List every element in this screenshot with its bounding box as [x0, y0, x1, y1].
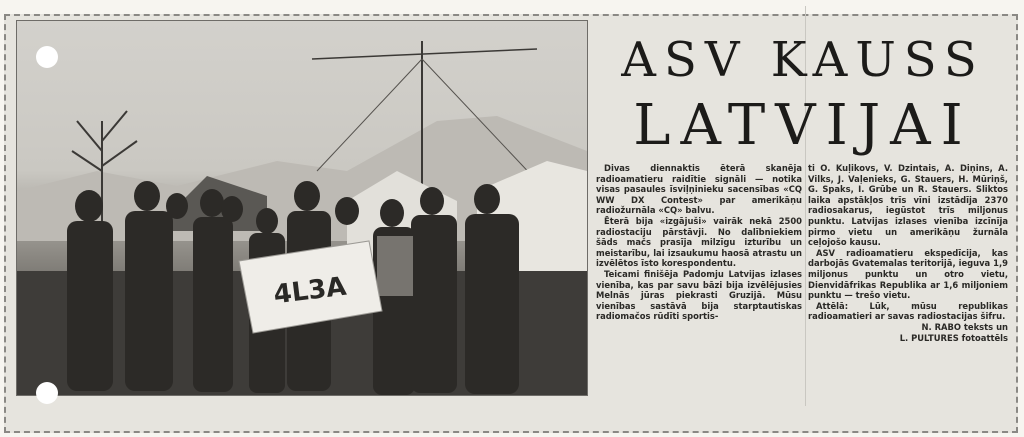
- article-column-2: [808, 163, 1008, 343]
- article-paragraph: Teicami finišēja Padomju Latvijas izlases vienība, kas par savu bāzi bija izvēlējusies Melnās jūras piekrasti Gruzijā. Mūsu vienības sastāvā bija starptautiskas radiomačos rūdīti sportis-: [596, 268, 802, 322]
- article-paragraph: Divas diennaktis ēterā skanēja radioamatieru raidītie signāli — notika visas pasaules īsviļņinieku sacensības «CQ WW DX Contest» par amerikāņu radiožurnāla «CQ» balvu.: [596, 163, 802, 216]
- article-column-1: [596, 163, 802, 322]
- headline-line1: ASV KAUSS: [621, 32, 985, 88]
- team-photo: [16, 20, 588, 396]
- photographer-signature: L. PULTURES fotoattēls: [899, 332, 1008, 343]
- headline-line2: LATVIJAI: [633, 93, 973, 158]
- photo-illustration: [17, 21, 587, 395]
- article-paragraph: Ēterā bija «izgājuši» vairāk nekā 2500 radiostaciju pārstāvji. No dalībniekiem šāds mačs prasīja milzīgu izturību un meistarību, lai izsaukumu haosā atrastu un izvēlētos īsto korespondentu.: [596, 215, 802, 269]
- author-signature: N. RABO teksts un: [921, 321, 1008, 332]
- article-paragraph: ti O. Kuļikovs, V. Dzintais, A. Diņins, A. Vilks, J. Vaļenieks, G. Stauers, H. Mūriņš, G. Spaks, I. Grūbe un R. Stauers. Sliktos laika apstākļos trīs vīni izstādīja 2370 radiosakarus, iegūstot trīs miljonus punktu. Latvijas izlases vienība izcīnīja pirmo vietu un amerikāņu žurnāla ceļojošo kausu.: [808, 163, 1008, 248]
- article-paragraph: ASV radioamatieru ekspedīcija, kas darbojās Gvatemalas teritorijā, ieguva 1,9 miljonus punktu un otro vietu, Dienvidāfrikas Republika ar 1,6 miljoniem punktu — trešo vietu.: [808, 247, 1008, 301]
- photo-caption: Attēlā: Lūk, mūsu republikas radioamatieri ar savas radiostacijas šifru.: [808, 300, 1008, 322]
- punch-hole-bottom: [36, 382, 58, 404]
- punch-hole-top: [36, 46, 58, 68]
- flag-callsign: 4L3A: [272, 271, 348, 311]
